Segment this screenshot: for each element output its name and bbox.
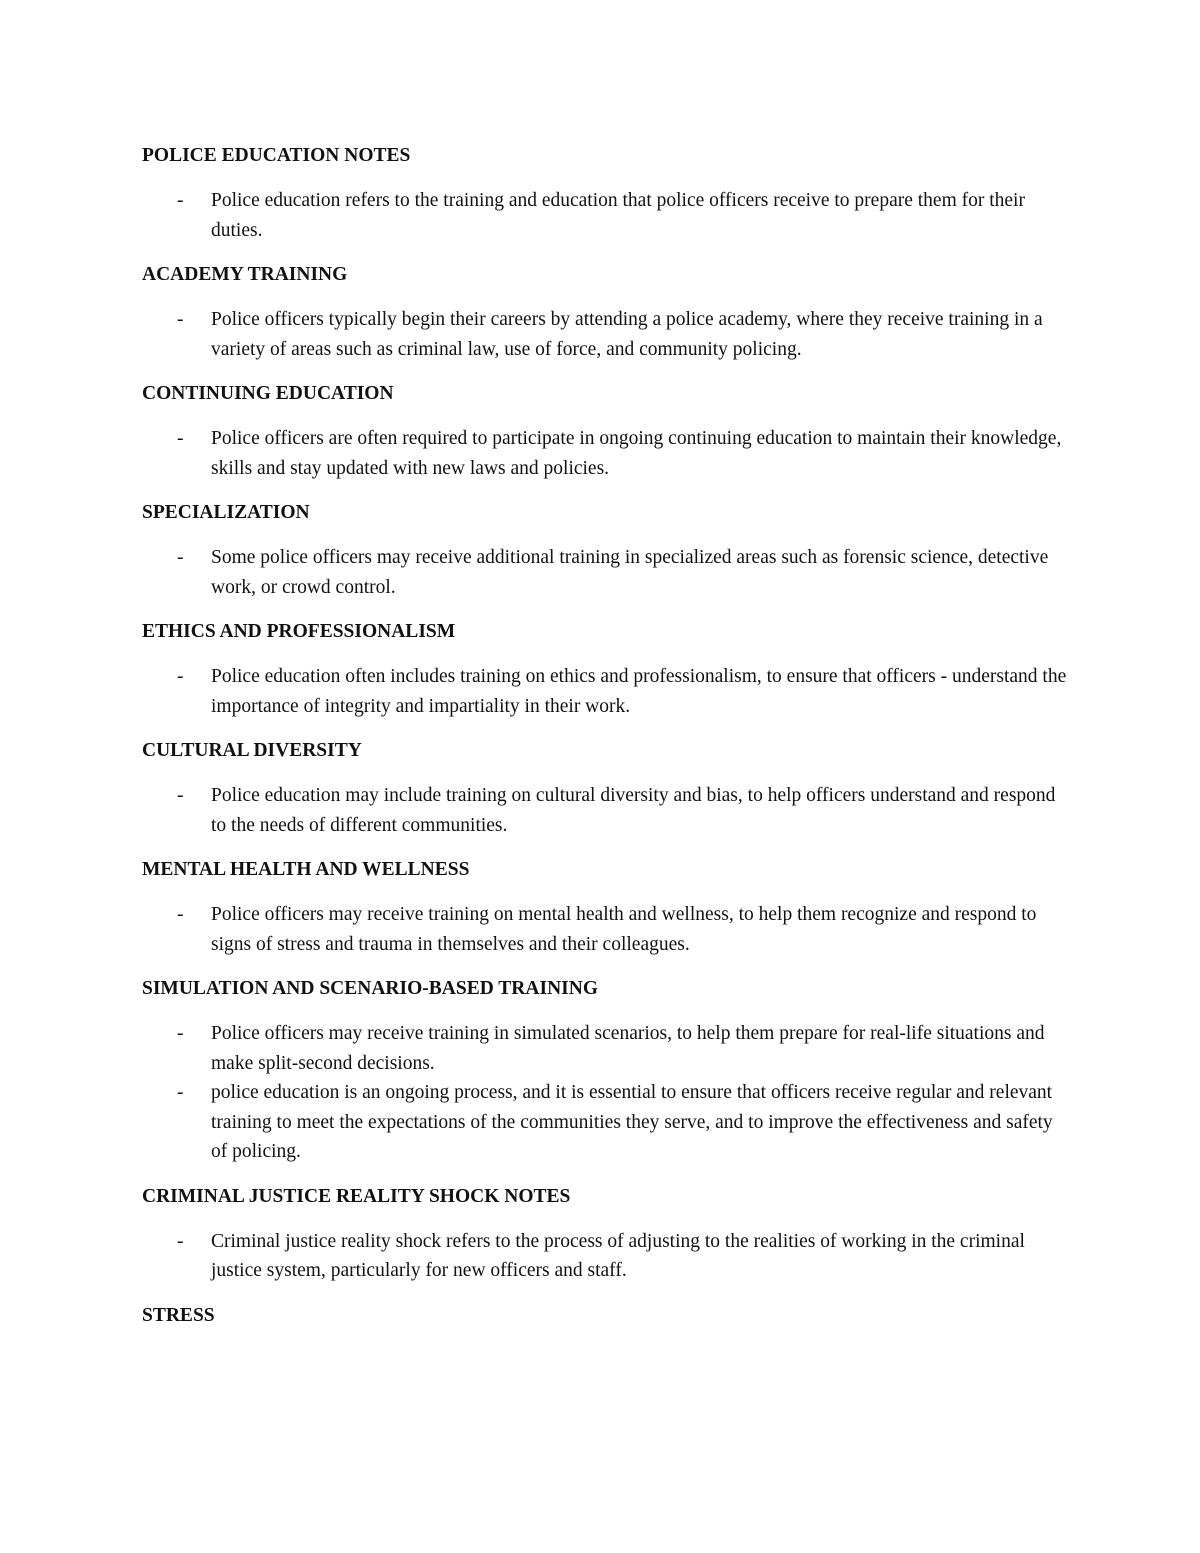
bullet-list (142, 186, 1072, 245)
bullet-text: Police officers typically begin their careers by attending a police academy, where they receive training in a variety of areas such as criminal law, use of force, and community policing. (211, 309, 1043, 360)
bullet-item (142, 662, 1072, 721)
section-title-stress: STRESS (142, 1304, 215, 1326)
bullet-item (142, 1019, 1072, 1078)
bullet-list (142, 662, 1072, 721)
bullet-text: Police education often includes training on ethics and professionalism, to ensure that officers - understand the importance of integrity and impartiality in their work. (211, 666, 1067, 717)
bullet-list (142, 543, 1072, 602)
bullet-dash: - (177, 309, 184, 330)
bullet-dash: - (177, 428, 184, 449)
bullet-item (142, 543, 1072, 602)
bullet-text: Police officers are often required to participate in ongoing continuing education to maintain their knowledge, skills and stay updated with new laws and policies. (211, 428, 1062, 479)
bullet-text: Some police officers may receive additional training in specialized areas such as forensic science, detective work, or crowd control. (211, 547, 1049, 598)
bullet-dash: - (177, 1230, 184, 1252)
bullet-text: Police education may include training on cultural diversity and bias, to help officers understand and respond to the needs of different communities. (211, 785, 1056, 836)
bullet-dash: - (177, 666, 184, 687)
bullet-dash: - (177, 904, 184, 925)
section-title-cultural-diversity: CULTURAL DIVERSITY (142, 740, 362, 761)
bullet-text: Criminal justice reality shock refers to the process of adjusting to the realities of working in the criminal justice system, particularly for new officers and staff. (211, 1230, 1025, 1281)
section-title-ethics-and-professionalism: ETHICS AND PROFESSIONALISM (142, 621, 456, 642)
bullet-item (142, 1227, 1072, 1286)
document-page (142, 141, 1072, 1346)
bullet-dash: - (177, 190, 184, 211)
bullet-list (142, 305, 1072, 364)
bullet-list (142, 781, 1072, 840)
section-title-academy-training: ACADEMY TRAINING (142, 264, 348, 285)
bullet-dash: - (177, 547, 184, 568)
bullet-text: Police officers may receive training in simulated scenarios, to help them prepare for real-life situations and make split-second decisions. (211, 1023, 1045, 1074)
section-title-specialization: SPECIALIZATION (142, 502, 310, 523)
bullet-item (142, 305, 1072, 364)
bullet-dash: - (177, 1023, 184, 1044)
bullet-text: Police education refers to the training and education that police officers receive to prepare them for their duties. (211, 190, 1025, 241)
section-title-police-education-notes: POLICE EDUCATION NOTES (142, 145, 411, 166)
bullet-dash: - (177, 785, 184, 806)
bullet-list (142, 424, 1072, 483)
bullet-item (142, 1078, 1072, 1167)
bullet-dash: - (177, 1082, 184, 1103)
bullet-list (142, 900, 1072, 959)
section-title-simulation-and-scenario-based-training: SIMULATION AND SCENARIO-BASED TRAINING (142, 978, 598, 999)
bullet-item (142, 781, 1072, 840)
bullet-list (142, 1019, 1072, 1167)
section-title-criminal-justice-reality-shock-notes: CRIMINAL JUSTICE REALITY SHOCK NOTES (142, 1185, 571, 1207)
bullet-item (142, 424, 1072, 483)
section-title-mental-health-and-wellness: MENTAL HEALTH AND WELLNESS (142, 859, 470, 880)
bullet-item (142, 186, 1072, 245)
bullet-item (142, 900, 1072, 959)
bullet-text: police education is an ongoing process, and it is essential to ensure that officers receive regular and relevant training to meet the expectations of the communities they serve, and to improve the effectiveness and safety of policing. (211, 1082, 1053, 1162)
section-title-continuing-education: CONTINUING EDUCATION (142, 383, 394, 404)
bullet-list (142, 1227, 1072, 1286)
bullet-text: Police officers may receive training on mental health and wellness, to help them recognize and respond to signs of stress and trauma in themselves and their colleagues. (211, 904, 1037, 955)
